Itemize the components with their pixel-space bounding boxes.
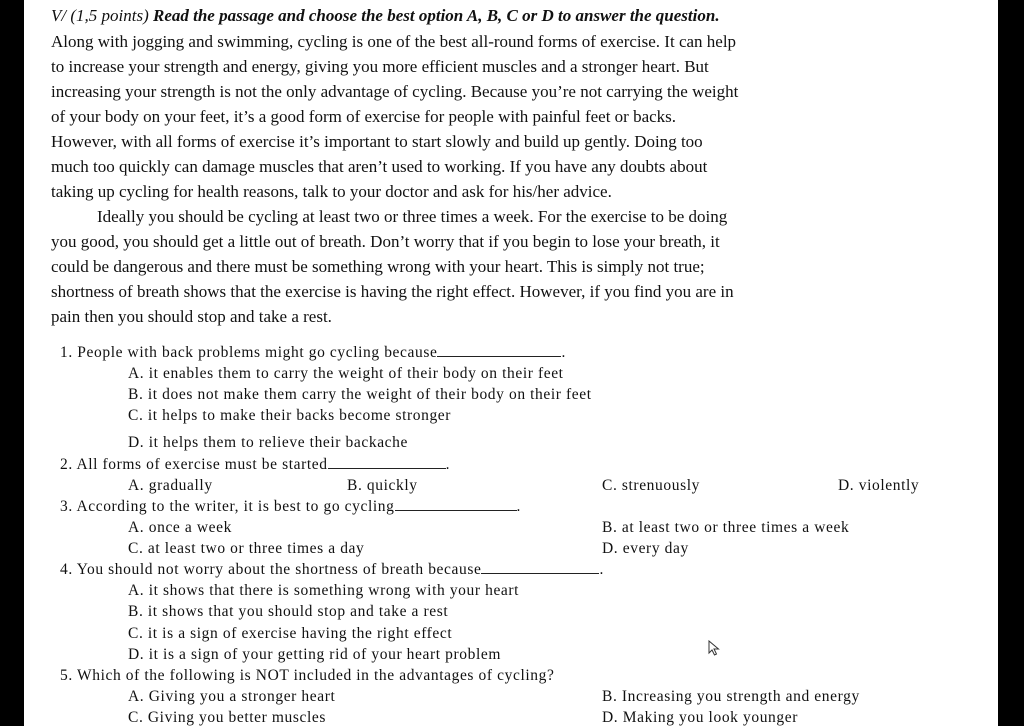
answer-blank	[328, 456, 446, 469]
answer-option: D. Making you look younger	[602, 709, 798, 726]
answer-option: D. it is a sign of your getting rid of your heart problem	[128, 646, 501, 663]
mouse-pointer-icon	[708, 640, 722, 656]
passage-line: taking up cycling for health reasons, talk to your doctor and ask for his/her advice.	[51, 182, 612, 201]
answer-option: C. it is a sign of exercise having the right effect	[128, 625, 453, 642]
question-stem: 4. You should not worry about the shortness of breath because .	[60, 561, 604, 578]
answer-option: B. at least two or three times a week	[602, 519, 850, 536]
answer-blank	[481, 561, 599, 574]
answer-option: C. it helps to make their backs become stronger	[128, 407, 452, 424]
answer-option: A. once a week	[128, 519, 232, 536]
question-stem: 5. Which of the following is NOT included in the advantages of cycling?	[60, 667, 555, 684]
question-stem: 3. According to the writer, it is best to go cycling .	[60, 498, 521, 515]
question-stem: 1. People with back problems might go cycling because .	[60, 344, 566, 361]
answer-option: B. quickly	[347, 477, 418, 494]
answer-option: A. Giving you a stronger heart	[128, 688, 336, 705]
answer-blank	[437, 344, 561, 357]
worksheet-page	[24, 0, 998, 726]
passage-line: much too quickly can damage muscles that aren’t used to working. If you have any doubts about	[51, 157, 708, 176]
answer-option: D. it helps them to relieve their backache	[128, 434, 408, 451]
passage-line: you good, you should get a little out of breath. Don’t worry that if you begin to lose your breath, it	[51, 232, 720, 251]
section-heading	[51, 6, 720, 26]
answer-option: C. strenuously	[602, 477, 700, 494]
section-points: V/ (1,5 points)	[51, 6, 149, 25]
section-instruction: Read the passage and choose the best option A, B, C or D to answer the question.	[148, 6, 720, 25]
answer-option: D. violently	[838, 477, 920, 494]
answer-blank	[395, 498, 517, 511]
passage-line: of your body on your feet, it’s a good form of exercise for people with painful feet or backs.	[51, 107, 677, 126]
passage-line: could be dangerous and there must be something wrong with your heart. This is simply not true;	[51, 257, 705, 276]
answer-option: A. it shows that there is something wrong with your heart	[128, 582, 520, 599]
answer-option: D. every day	[602, 540, 689, 557]
passage-line: pain then you should stop and take a rest.	[51, 307, 332, 326]
answer-option: C. Giving you better muscles	[128, 709, 327, 726]
answer-option: A. it enables them to carry the weight of their body on their feet	[128, 365, 564, 382]
passage-line: shortness of breath shows that the exercise is having the right effect. However, if you find you are in	[51, 282, 734, 301]
answer-option: A. gradually	[128, 477, 213, 494]
answer-option: B. Increasing you strength and energy	[602, 688, 860, 705]
passage-line: However, with all forms of exercise it’s important to start slowly and build up gently. Doing too	[51, 132, 703, 151]
passage-line: Along with jogging and swimming, cycling is one of the best all-round forms of exercise. It can help	[51, 32, 737, 51]
passage-line: Ideally you should be cycling at least two or three times a week. For the exercise to be doing	[97, 207, 728, 226]
answer-option: B. it shows that you should stop and take a rest	[128, 603, 449, 620]
passage-line: to increase your strength and energy, giving you more efficient muscles and a stronger heart. But	[51, 57, 709, 76]
answer-option: C. at least two or three times a day	[128, 540, 365, 557]
question-stem: 2. All forms of exercise must be started .	[60, 456, 451, 473]
passage-line: increasing your strength is not the only advantage of cycling. Because you’re not carrying the weight	[51, 82, 739, 101]
answer-option: B. it does not make them carry the weight of their body on their feet	[128, 386, 592, 403]
